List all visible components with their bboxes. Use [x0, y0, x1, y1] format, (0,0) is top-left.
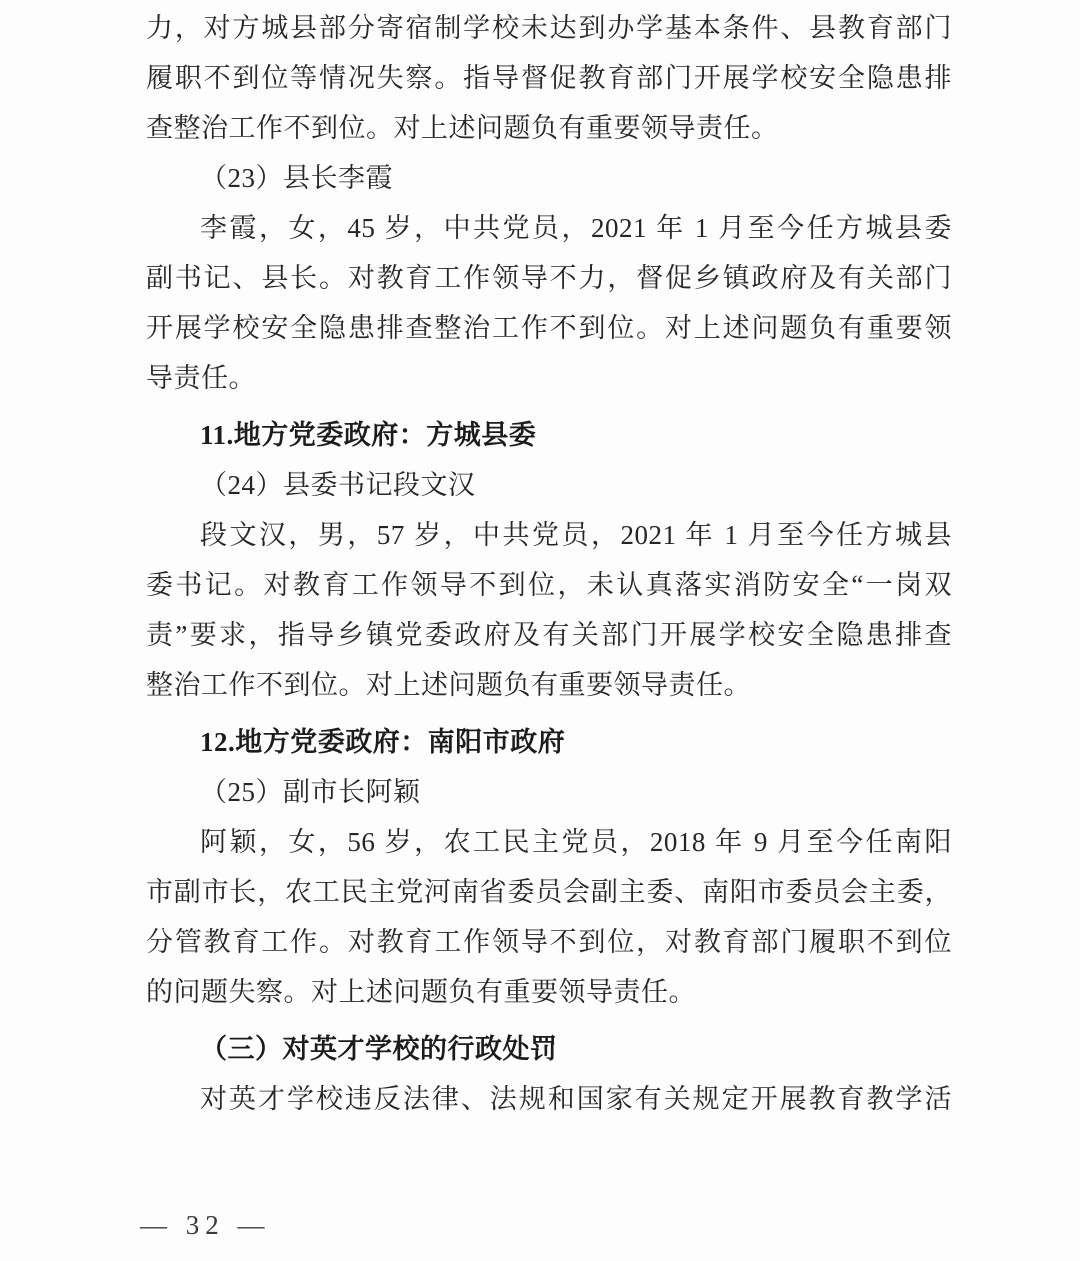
list-item-heading — [146, 460, 952, 510]
text-line: 履职不到位等情况失察。指导督促教育部门开展学校安全隐患排 — [146, 63, 952, 93]
text-line: 开展学校安全隐患排查整治工作不到位。对上述问题负有重要领 — [146, 313, 952, 343]
text-line: 查整治工作不到位。对上述问题负有重要领导责任。 — [146, 113, 779, 143]
text-line: 对英才学校违反法律、法规和国家有关规定开展教育教学活 — [200, 1084, 952, 1114]
text-line: 分管教育工作。对教育工作领导不到位，对教育部门履职不到位 — [146, 927, 952, 957]
text-line: 的问题失察。对上述问题负有重要领导责任。 — [146, 977, 696, 1007]
text-line: 责”要求，指导乡镇党委政府及有关部门开展学校安全隐患排查 — [146, 620, 952, 650]
text-line: 11.地方党委政府：方城县委 — [200, 420, 537, 450]
text-line: 委书记。对教育工作领导不到位，未认真落实消防安全“一岗双 — [146, 570, 952, 600]
text-line: （23）县长李霞 — [200, 163, 393, 193]
text-line: （25）副市长阿颖 — [200, 777, 421, 807]
text-line: 段文汉，男，57 岁，中共党员，2021 年 1 月至今任方城县 — [200, 520, 952, 550]
list-item-heading — [146, 767, 952, 817]
text-line: 李霞，女，45 岁，中共党员，2021 年 1 月至今任方城县委 — [200, 213, 952, 243]
text-line: 副书记、县长。对教育工作领导不力，督促乡镇政府及有关部门 — [146, 263, 952, 293]
text-line: 12.地方党委政府：南阳市政府 — [200, 727, 566, 757]
text-line: 市副市长，农工民主党河南省委员会副主委、南阳市委员会主委， — [146, 877, 952, 907]
paragraph — [146, 3, 952, 153]
document-content — [146, 3, 952, 1124]
section-heading — [146, 717, 952, 767]
section-heading — [146, 410, 952, 460]
section-heading — [146, 1024, 952, 1074]
text-line: 整治工作不到位。对上述问题负有重要领导责任。 — [146, 670, 751, 700]
text-line: （24）县委书记段文汉 — [200, 470, 476, 500]
page-number: — 32 — — [140, 1210, 271, 1240]
text-line: 阿颖，女，56 岁，农工民主党员，2018 年 9 月至今任南阳 — [200, 827, 952, 857]
paragraph — [146, 510, 952, 710]
list-item-heading — [146, 153, 952, 203]
paragraph — [146, 1074, 952, 1124]
paragraph — [146, 203, 952, 403]
text-line: （三）对英才学校的行政处罚 — [200, 1034, 558, 1064]
text-line: 导责任。 — [146, 363, 256, 393]
text-line: 力，对方城县部分寄宿制学校未达到办学基本条件、县教育部门 — [146, 13, 952, 43]
paragraph — [146, 817, 952, 1017]
